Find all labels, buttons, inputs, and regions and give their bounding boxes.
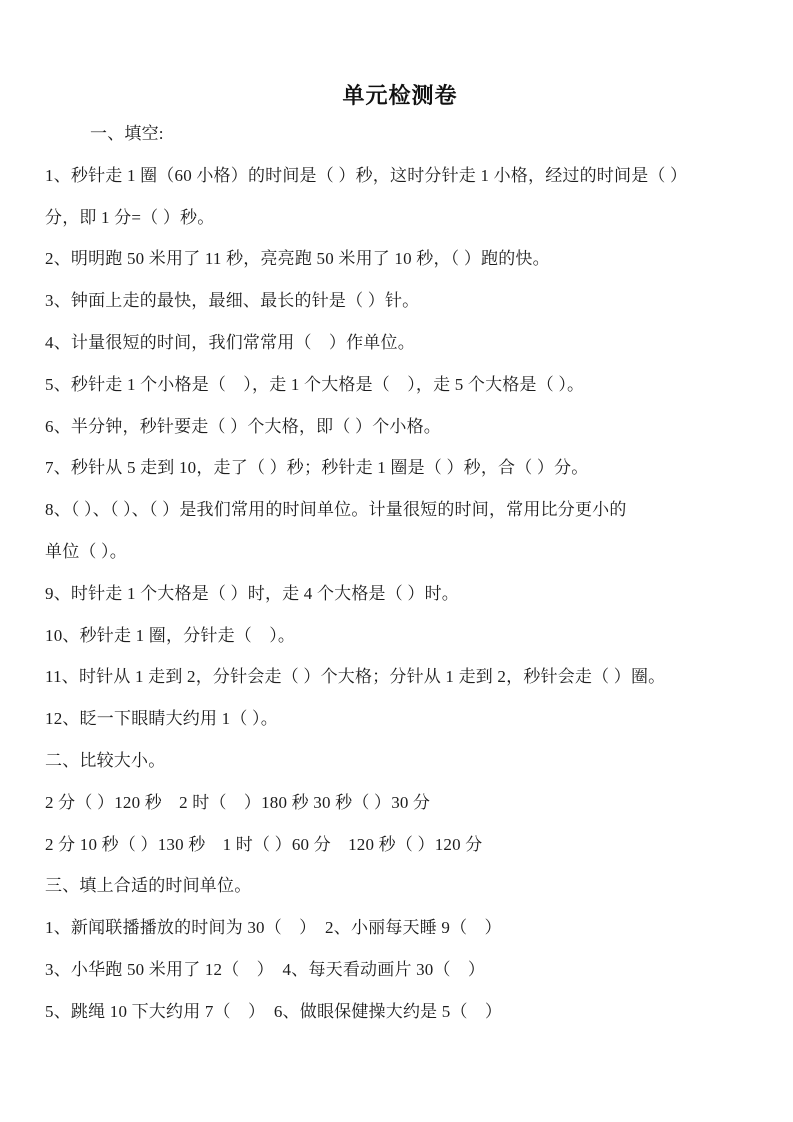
fill-blank-q2: 2、明明跑 50 米用了 11 秒，亮亮跑 50 米用了 10 秒，（ ）跑的快。 — [45, 249, 550, 269]
compare-row-1: 2 分（ ）120 秒 2 时（ ）180 秒 30 秒（ ）30 分 — [45, 792, 431, 812]
section-3-heading: 三、填上合适的时间单位。 — [45, 876, 252, 896]
fill-blank-q8-line1: 8、（ ）、（ ）、（ ）是我们常用的时间单位。计量很短的时间，常用比分更小的 — [45, 500, 627, 520]
fill-blank-q7: 7、秒针从 5 走到 10，走了（ ）秒；秒针走 1 圈是（ ）秒，合（ ）分。 — [45, 458, 589, 478]
time-unit-row-1: 1、新闻联播播放的时间为 30（ ） 2、小丽每天睡 9（ ） — [45, 918, 502, 938]
fill-blank-q9: 9、时针走 1 个大格是（ ）时，走 4 个大格是（ ）时。 — [45, 583, 459, 603]
fill-blank-q11: 11、时针从 1 走到 2，分针会走（ ）个大格；分针从 1 走到 2，秒针会走（ ）圈。 — [45, 667, 666, 687]
section-1-heading: 一、填空: — [90, 124, 164, 143]
time-unit-row-3: 5、跳绳 10 下大约用 7（ ） 6、做眼保健操大约是 5（ ） — [45, 1001, 503, 1021]
fill-blank-q1-line2: 分，即 1 分=（ ）秒。 — [45, 207, 215, 227]
fill-blank-q4: 4、计量很短的时间，我们常常用（ ）作单位。 — [45, 332, 415, 352]
page-title: 单元检测卷 — [342, 83, 458, 108]
fill-blank-q5: 5、秒针走 1 个小格是（ ），走 1 个大格是（ ），走 5 个大格是（ ）。 — [45, 374, 585, 394]
compare-row-2: 2 分 10 秒（ ）130 秒 1 时（ ）60 分 120 秒（ ）120 分 — [45, 834, 483, 854]
fill-blank-q6: 6、半分钟，秒针要走（ ）个大格，即（ ）个小格。 — [45, 416, 441, 436]
worksheet-body — [45, 113, 755, 1033]
fill-blank-q1-line1: 1、秒针走 1 圈（60 小格）的时间是（ ）秒，这时分针走 1 小格，经过的时间是（ ） — [45, 165, 688, 185]
time-unit-row-2: 3、小华跑 50 米用了 12（ ） 4、每天看动画片 30（ ） — [45, 959, 486, 979]
fill-blank-q10: 10、秒针走 1 圈，分针走（ ）。 — [45, 625, 296, 645]
fill-blank-q12: 12、眨一下眼睛大约用 1（ ）。 — [45, 709, 278, 729]
section-2-heading: 二、比较大小。 — [45, 750, 166, 770]
fill-blank-q3: 3、钟面上走的最快，最细、最长的针是（ ）针。 — [45, 291, 420, 311]
fill-blank-q8-line2: 单位（ ）。 — [45, 541, 127, 561]
